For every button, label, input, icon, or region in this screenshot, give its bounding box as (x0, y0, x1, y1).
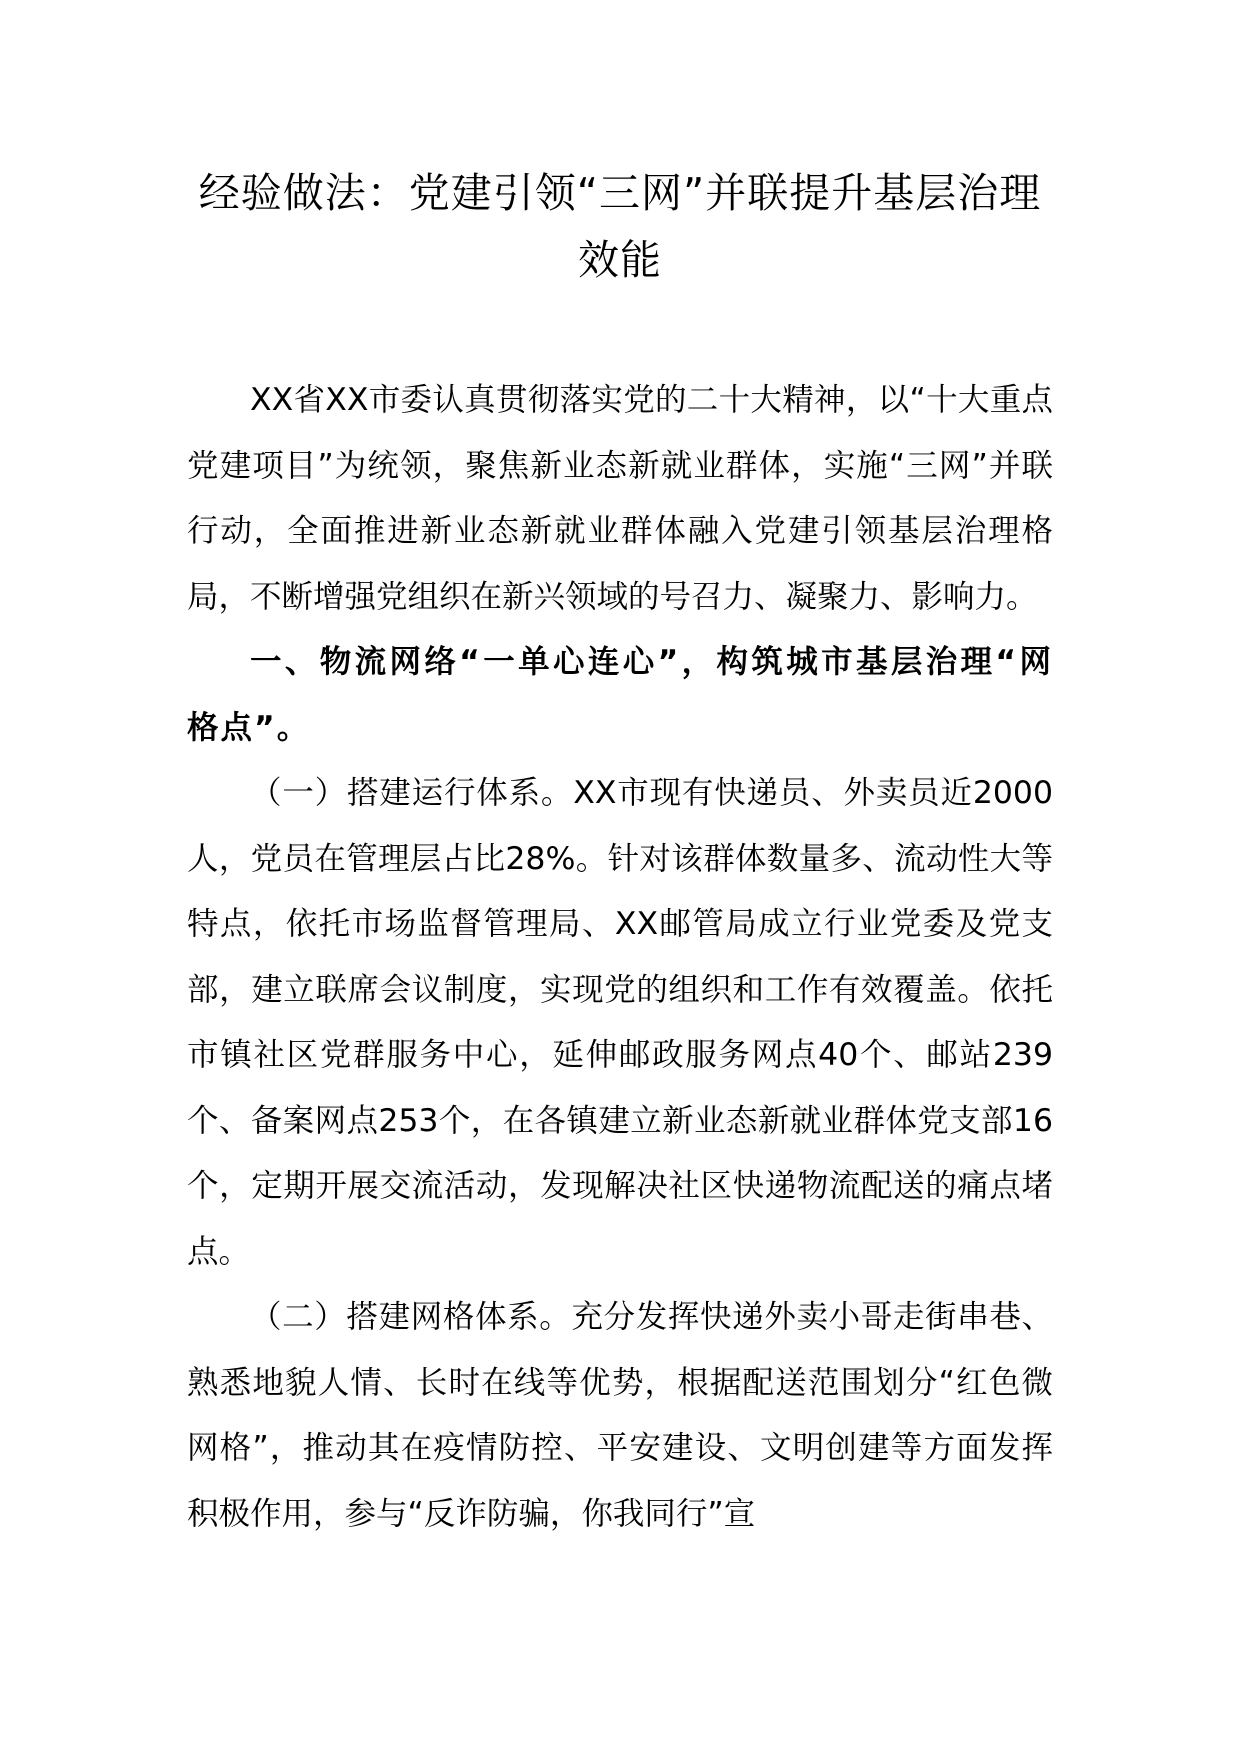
section-heading-1: 一、物流网络“一单心连心”，构筑城市基层治理“网格点”。 (187, 644, 1053, 746)
document-title: 经验做法：党建引领“三网”并联提升基层治理效能 (198, 169, 1042, 284)
document-body (187, 368, 1053, 1547)
intro-paragraph: XX省XX市委认真贯彻落实党的二十大精神，以“十大重点党建项目”为统领，聚焦新业态新就业群体，实施“三网”并联行动，全面推进新业态新就业群体融入党建引领基层治理格局，不断增强党组织在新兴领域的号召力、凝聚力、影响力。 (187, 382, 1053, 615)
subsection-paragraph-2: （二）搭建网格体系。充分发挥快递外卖小哥走街串巷、熟悉地貌人情、长时在线等优势，根据配送范围划分“红色微网格”，推动其在疫情防控、平安建设、文明创建等方面发挥积极作用，参与“反诈防骗，你我同行”宣 (187, 1299, 1053, 1532)
subsection-paragraph-1: （一）搭建运行体系。XX市现有快递员、外卖员近2000人，党员在管理层占比28%。针对该群体数量多、流动性大等特点，依托市场监督管理局、XX邮管局成立行业党委及党支部，建立联席会议制度，实现党的组织和工作有效覆盖。依托市镇社区党群服务中心，延伸邮政服务网点40个、邮站239个、备案网点253个，在各镇建立新业态新就业群体党支部16个，定期开展交流活动，发现解决社区快递物流配送的痛点堵点。 (187, 775, 1053, 1270)
